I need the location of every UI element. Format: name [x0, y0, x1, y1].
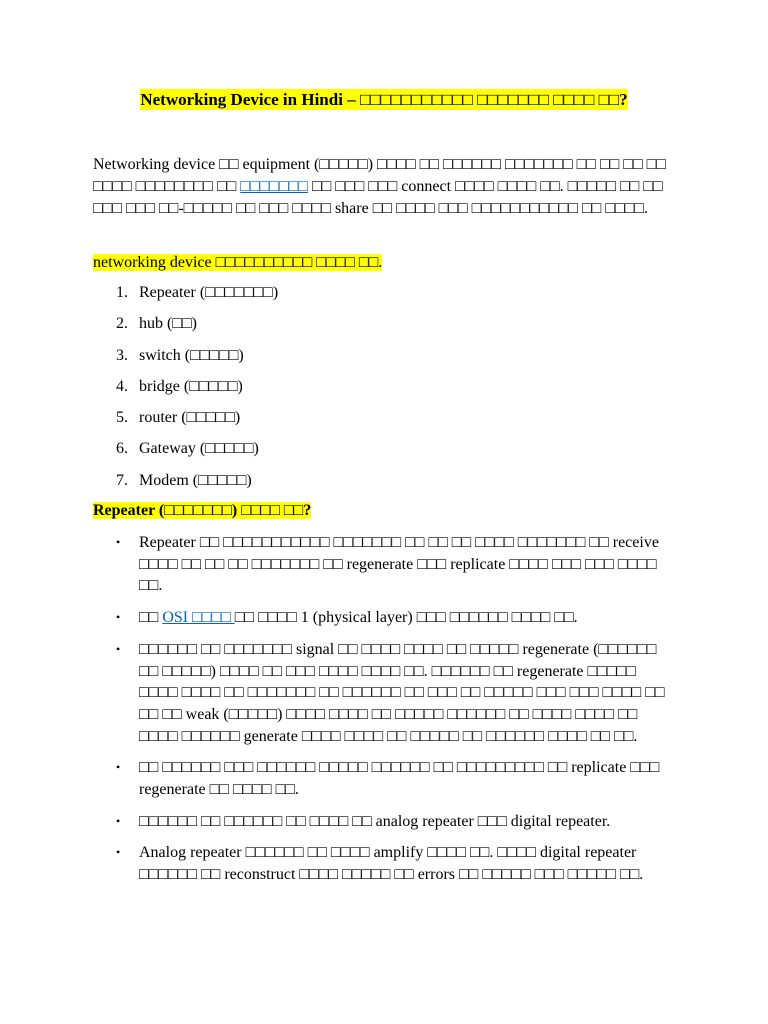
page-title: Networking Device in Hindi – □□□□□□□□□□□ □□□□□□□ □□□□ □□? — [140, 90, 628, 109]
intro-text-part2: □□ □□□ □□□ connect □□□□ □□□□ □□. □□□□□ □□ □□ □□□ □□□ □□-□□□□□ □□ □□□ □□□□ share □□ □□□□ □□□ □□□□□□□□□□□ □□ □□□□. — [93, 178, 663, 217]
repeater-heading — [93, 500, 311, 522]
list-number: 1. — [116, 284, 128, 301]
list-number: 2. — [116, 315, 128, 333]
bullet-item — [93, 811, 678, 833]
bullet-dot: • — [116, 610, 121, 625]
list-item — [93, 376, 278, 407]
bullet-text: □□ □□□□□□ □□□ □□□□□□ □□□□□ □□□□□□ □□ □□□□□□□□□ □□ replicate □□□ regenerate □□ □□□□ □□. — [139, 759, 660, 799]
list-number: 4. — [116, 377, 128, 395]
list-item — [93, 282, 278, 313]
bullet-item — [93, 607, 678, 629]
intro-paragraph — [93, 154, 678, 220]
list-item-label: switch (□□□□□) — [139, 346, 244, 364]
repeater-bullet-list — [93, 532, 678, 896]
bullet-text-post: □□ □□□□ 1 (physical layer) □□□ □□□□□□ □□□□ □□. — [234, 609, 578, 627]
bullet-item — [93, 842, 678, 885]
list-item — [93, 313, 278, 344]
list-number: 7. — [116, 471, 128, 489]
bullet-item — [93, 532, 678, 597]
list-number: 6. — [116, 440, 128, 458]
devices-list — [93, 282, 278, 501]
devices-lead-text: networking device □□□□□□□□□□ □□□□ □□. — [93, 254, 383, 271]
list-number: 5. — [116, 409, 128, 427]
intro-link[interactable]: □□□□□□□ — [240, 178, 308, 195]
bullet-dot: • — [116, 813, 121, 828]
list-item — [93, 345, 278, 376]
bullet-dot: • — [116, 760, 121, 775]
repeater-heading-text: Repeater (□□□□□□□) □□□□ □□? — [93, 502, 312, 519]
bullet-dot: • — [116, 535, 121, 549]
list-item-label: hub (□□) — [139, 315, 197, 333]
list-item — [93, 470, 278, 501]
bullet-item — [93, 757, 678, 800]
osi-model-link[interactable]: OSI □□□□ — [162, 609, 235, 627]
list-item-label: Gateway (□□□□□) — [139, 440, 259, 458]
list-item — [93, 438, 278, 469]
bullet-text: □□□□□□ □□ □□□□□□ □□ □□□□ □□ analog repeater □□□ digital repeater. — [139, 812, 611, 830]
bullet-text-pre: □□ — [139, 609, 163, 627]
bullet-dot: • — [116, 845, 121, 860]
bullet-text: Analog repeater □□□□□□ □□ □□□□ amplify □□□□ □□. □□□□ digital repeater □□□□□□ □□ reconstruct □□□□ □□□□□ □□ errors □□ □□□□□ □□□ □□□□□ □□. — [139, 844, 644, 884]
intro-text-part1: Networking device □□ equipment (□□□□□) □□□□ □□ □□□□□□ □□□□□□□ □□ □□ □□ □□ □□□□ □□□□□□□□ □□ — [93, 156, 666, 195]
title-wrapper — [0, 90, 768, 110]
list-number: 3. — [116, 346, 128, 364]
list-item-label: Repeater (□□□□□□□) — [139, 284, 279, 301]
list-item-label: bridge (□□□□□) — [139, 377, 243, 395]
bullet-dot: • — [116, 641, 121, 656]
list-item — [93, 407, 278, 438]
list-item-label: Modem (□□□□□) — [139, 471, 252, 489]
bullet-text: □□□□□□ □□ □□□□□□□ signal □□ □□□□ □□□□ □□ □□□□□ regenerate (□□□□□□ □□ □□□□□) □□□□ □□ □□□ □□□□ □□□□ □□. □□□□□□ □□ regenerate □□□□□ □□□□ □□□□ □□ □□□□□□□ □□ □□□□□□ □□ □□□ □□ □□□□□ □□□ □□□ □□□□ □□ □□ □□ weak (□□□□□) □□□□ □□□□ □□ □□□□□ □□□□□□ □□ □□□□ □□□□ □□ □□□□ □□□□□□ generate □□□□ □□□□ □□ □□□□□ □□ □□□□□□ □□□□ □□ □□. — [139, 640, 665, 745]
bullet-item — [93, 639, 678, 748]
bullet-text: Repeater □□ □□□□□□□□□□□ □□□□□□□ □□ □□ □□ □□□□ □□□□□□□ □□ receive □□□□ □□ □□ □□ □□□□□□□ □□ regenerate □□□ replicate □□□□ □□□ □□□ □□□□ □□. — [139, 534, 659, 595]
devices-lead — [93, 252, 382, 274]
list-item-label: router (□□□□□) — [139, 409, 241, 427]
